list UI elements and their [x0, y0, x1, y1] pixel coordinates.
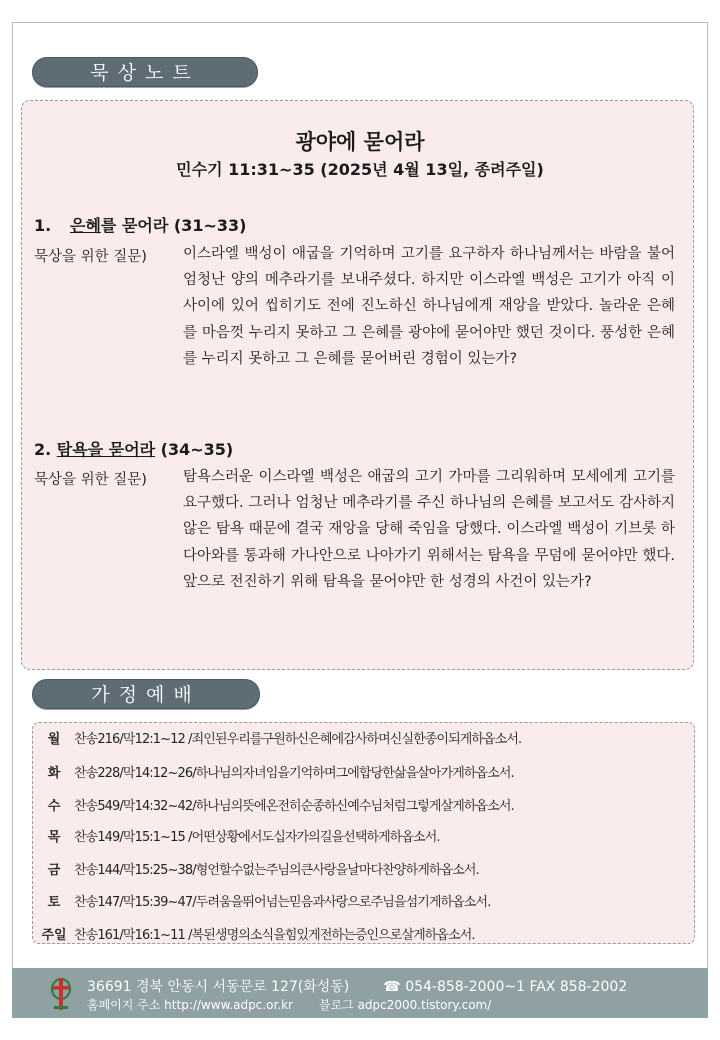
- footer-homepage-link[interactable]: 홈페이지 주소 http://www.adpc.or.kr: [87, 998, 293, 1012]
- worship-text: 찬송147/막15:39~47/두려움을뛰어넘는믿음과사랑으로주님을섬기게하옵소서.: [74, 895, 491, 910]
- worship-row-sun: [34, 924, 475, 950]
- footer-address: 36691 경북 안동시 서동문로 127(화성동): [87, 979, 350, 995]
- worship-day: 화: [47, 766, 61, 781]
- worship-row-mon: [34, 728, 521, 754]
- phone-icon: ☎: [383, 979, 401, 995]
- worship-day: 목: [47, 830, 61, 845]
- point-2-heading: [34, 437, 233, 460]
- worship-row-fri: [34, 859, 479, 885]
- worship-text: 찬송549/막14:32~42/하나님의뜻에온전히순종하신예수님처럼그렇게살게하옵소서.: [74, 799, 514, 814]
- footer-phone: 054-858-2000~1 FAX 858-2002: [405, 979, 628, 995]
- section-title-family-worship: 가정예배: [32, 679, 260, 709]
- worship-row-wed: [34, 795, 514, 821]
- worship-text: 찬송161/막16:1~11 /복된생명의소식을힘있게전하는증인으로살게하옵소서.: [74, 928, 475, 943]
- worship-day: 금: [47, 863, 61, 878]
- footer-blog-link[interactable]: 블로그 adpc2000.tistory.com/: [318, 998, 492, 1012]
- point-1-heading-rest: 를 묻어라 (31~33): [100, 216, 247, 235]
- worship-text: 찬송149/막15:1~15 /어떤상황에서도십자가의길을선택하게하옵소서.: [74, 830, 440, 845]
- footer-address-line: [87, 976, 627, 996]
- point-2-number: 2.: [34, 440, 52, 459]
- worship-text: 찬송144/막15:25~38/형언할수없는주님의큰사랑을날마다찬양하게하옵소서.: [74, 863, 479, 878]
- point-2-heading-underlined: 탐욕을 묻어라: [56, 440, 156, 459]
- section-title-meditation: 묵상노트: [32, 57, 258, 87]
- worship-day: 월: [47, 732, 61, 747]
- church-cross-logo-icon: [48, 976, 74, 1012]
- worship-row-thu: [34, 826, 440, 852]
- worship-row-sat: [34, 891, 490, 917]
- worship-text: 찬송228/막14:12~26/하나님의자녀임을기억하며그에합당한삶을살아가게하옵소서.: [74, 766, 514, 781]
- page-title: 광야에 묻어라: [295, 130, 425, 154]
- point-1-question-label: 묵상을 위한 질문): [34, 249, 147, 265]
- scripture-reference: 민수기 11:31~35 (2025년 4월 13일, 종려주일): [176, 160, 544, 179]
- point-1-heading-underlined: 은혜: [70, 216, 101, 235]
- point-2-heading-rest: (34~35): [155, 440, 234, 459]
- point-2-question-label: 묵상을 위한 질문): [34, 472, 147, 488]
- point-1-number: 1.: [34, 216, 52, 235]
- worship-row-tue: [34, 762, 514, 788]
- footer-links-line: [87, 996, 491, 1013]
- point-1-heading: [34, 213, 246, 236]
- point-1-question-text: 이스라엘 백성이 애굽을 기억하며 고기를 요구하자 하나님께서는 바람을 불어 엄청난 양의 메추라기를 보내주셨다. 하지만 이스라엘 백성은 고기가 아직 이 사이에 있어 씹히기도 전에 진노하신 하나님에게 재앙을 받았다. 놀라운 은혜를 마음껏 누리지 못하고 그 은혜를 광야에 묻어야만 했던 것이다. 풍성한 은혜를 누리지 못하고 그 은혜를 묻어버린 경험이 있는가?: [183, 246, 675, 367]
- point-2-question-text: 탐욕스러운 이스라엘 백성은 애굽의 고기 가마를 그리워하며 모세에게 고기를 요구했다. 그러나 엄청난 메추라기를 주신 하나님의 은혜를 보고서도 감사하지 않은 탐욕 때문에 결국 재앙을 당해 죽임을 당했다. 이스라엘 백성이 기브롯 하다아와를 통과해 가나안으로 나아가기 위해서는 탐욕을 무덤에 묻어야만 했다. 앞으로 전진하기 위해 탐욕을 묻어야만 한 성경의 사건이 있는가?: [183, 469, 675, 590]
- worship-day: 수: [47, 799, 61, 814]
- worship-day: 토: [47, 895, 61, 910]
- worship-text: 찬송216/막12:1~12 /죄인된우리를구원하신은혜에감사하며신실한종이되게하옵소서.: [74, 732, 522, 747]
- worship-day: 주일: [41, 928, 67, 943]
